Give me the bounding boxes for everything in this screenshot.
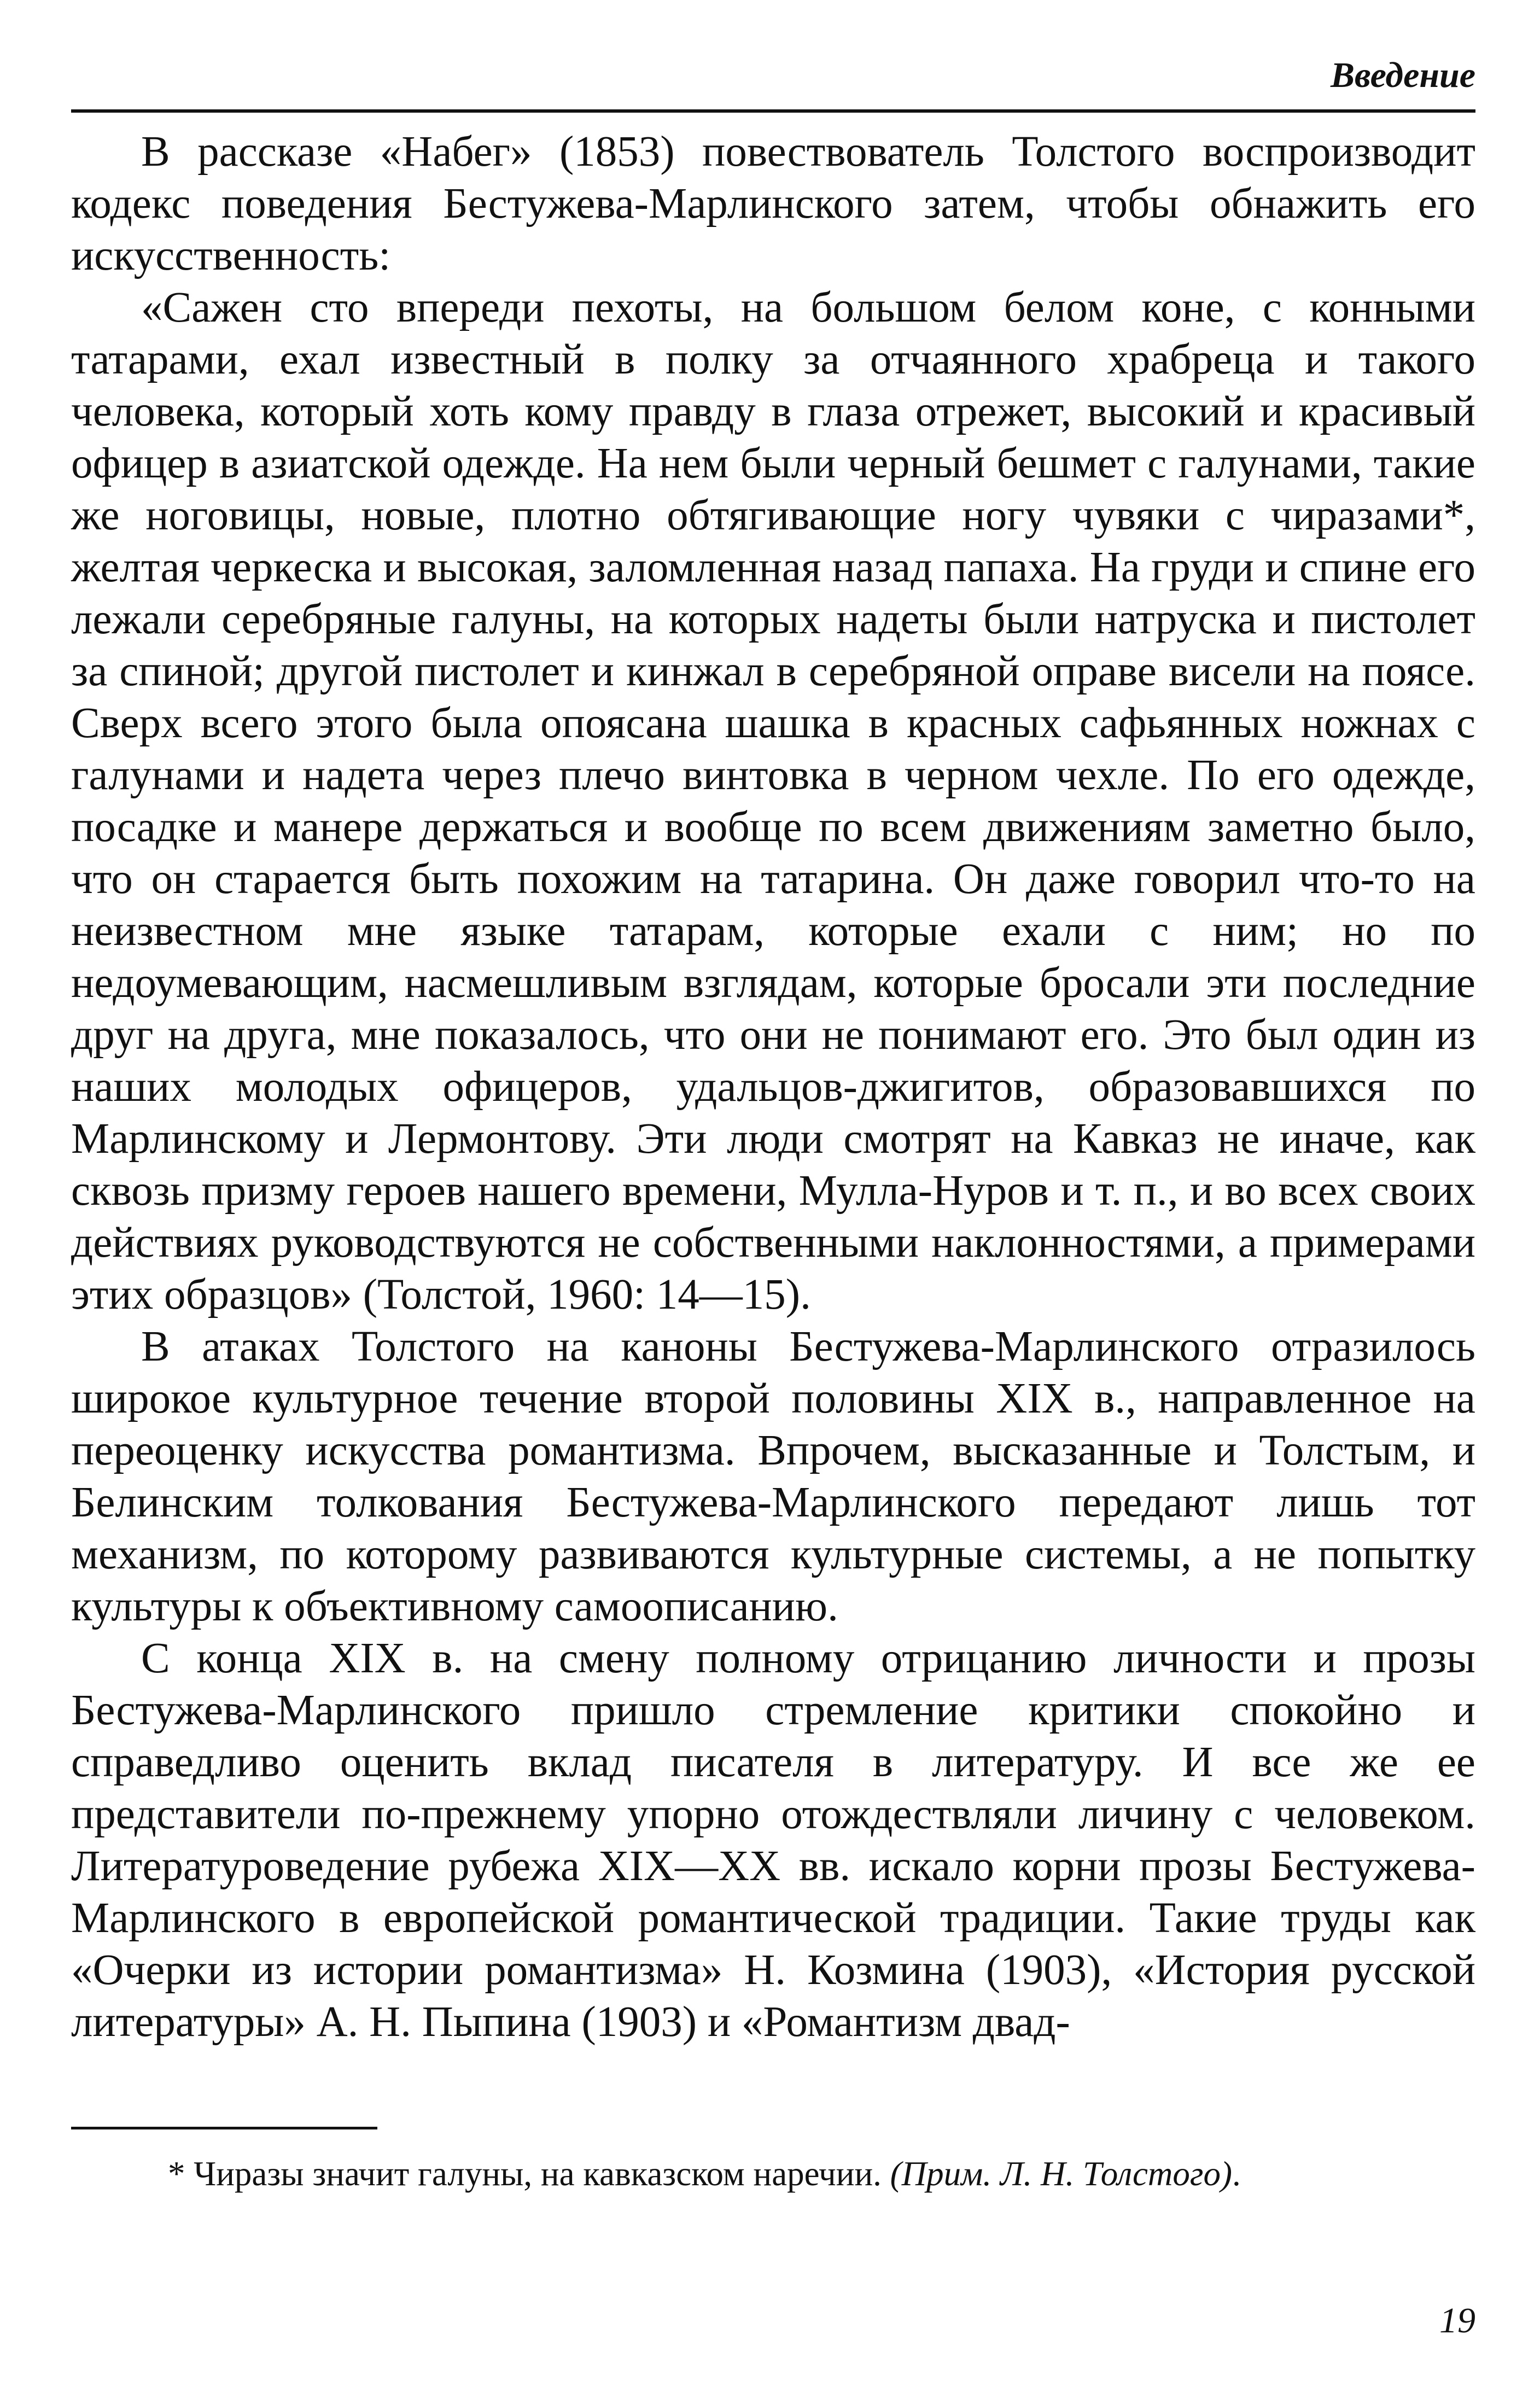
running-title: Введение — [1330, 55, 1475, 95]
footnote-rule — [71, 2127, 377, 2129]
header-rule — [71, 109, 1475, 113]
paragraph-intro: В рассказе «Набег» (1853) повествователь Толстого воспроизводит кодекс поведения Бестужева-Марлинского затем, чтобы обнажить его искусственность: — [71, 128, 1475, 279]
footnote-end: . — [1232, 2155, 1241, 2193]
paragraph-late-xix: С конца XIX в. на смену полному отрицанию личности и прозы Бестужева-Марлинского пришло стремление критики спокойно и справедливо оценить вклад писателя в литературу. И все же ее представители по-прежнему упорно отождествляли личину с человеком. Литературоведение рубежа XIX—XX вв. искало корни прозы Бестужева-Марлинского в европейской романтической традиции. Такие труды как «Очерки из истории романтизма» Н. Козмина (1903), «История русской литературы» А. Н. Пыпина (1903) и «Романтизм двад- — [71, 1635, 1475, 2046]
footnote-attribution: (Прим. Л. Н. Толстого) — [890, 2155, 1232, 2193]
main-text — [71, 126, 1475, 2048]
page-number: 19 — [1439, 2301, 1475, 2341]
footnote-text: * Чиразы значит галуны, на кавказском наречии. — [168, 2155, 890, 2193]
paragraph-quotation: «Сажен сто впереди пехоты, на большом белом коне, с конными татарами, ехал известный в полку за отчаянного храбреца и такого человека, который хоть кому правду в глаза отрежет, высокий и красивый офицер в азиатской одежде. На нем были черный бешмет с галунами, такие же ноговицы, новые, плотно обтягивающие ногу чувяки с чиразами*, желтая черкеска и высокая, заломленная назад папаха. На груди и спине его лежали серебряные галуны, на которых надеты были натруска и пистолет за спиной; другой пистолет и кинжал в серебряной оправе висели на поясе. Сверх всего этого была опоясана шашка в красных сафьянных ножнах с галунами и надета через плечо винтовка в черном чехле. По его одежде, посадке и манере держаться и вообще по всем движениям заметно было, что он старается быть похожим на татарина. Он даже говорил что-то на неизвестном мне языке татарам, которые ехали с ним; но по недоумевающим, насмешливым взглядам, которые бросали эти последние друг на друга, мне показалось, что они не понимают его. Это был один из наших молодых офицеров, удальцов-джигитов, образовавшихся по Марлинскому и Лермонтову. Эти люди смотрят на Кавказ не иначе, как сквозь призму героев нашего времени, Мулла-Нуров и т. п., и во всех своих действиях руководствуются не собственными наклонностями, а примерами этих образцов» (Толстой, 1960: 14—15). — [71, 284, 1475, 1318]
paragraph-attacks: В атаках Толстого на каноны Бестужева-Марлинского отразилось широкое культурное течение второй половины XIX в., направленное на переоценку искусства романтизма. Впрочем, высказанные и Толстым, и Белинским толкования Бестужева-Марлинского передают лишь тот механизм, по которому развиваются культурные системы, а не попытку культуры к объективному самоописанию. — [71, 1323, 1475, 1630]
footnote — [71, 2152, 1475, 2196]
